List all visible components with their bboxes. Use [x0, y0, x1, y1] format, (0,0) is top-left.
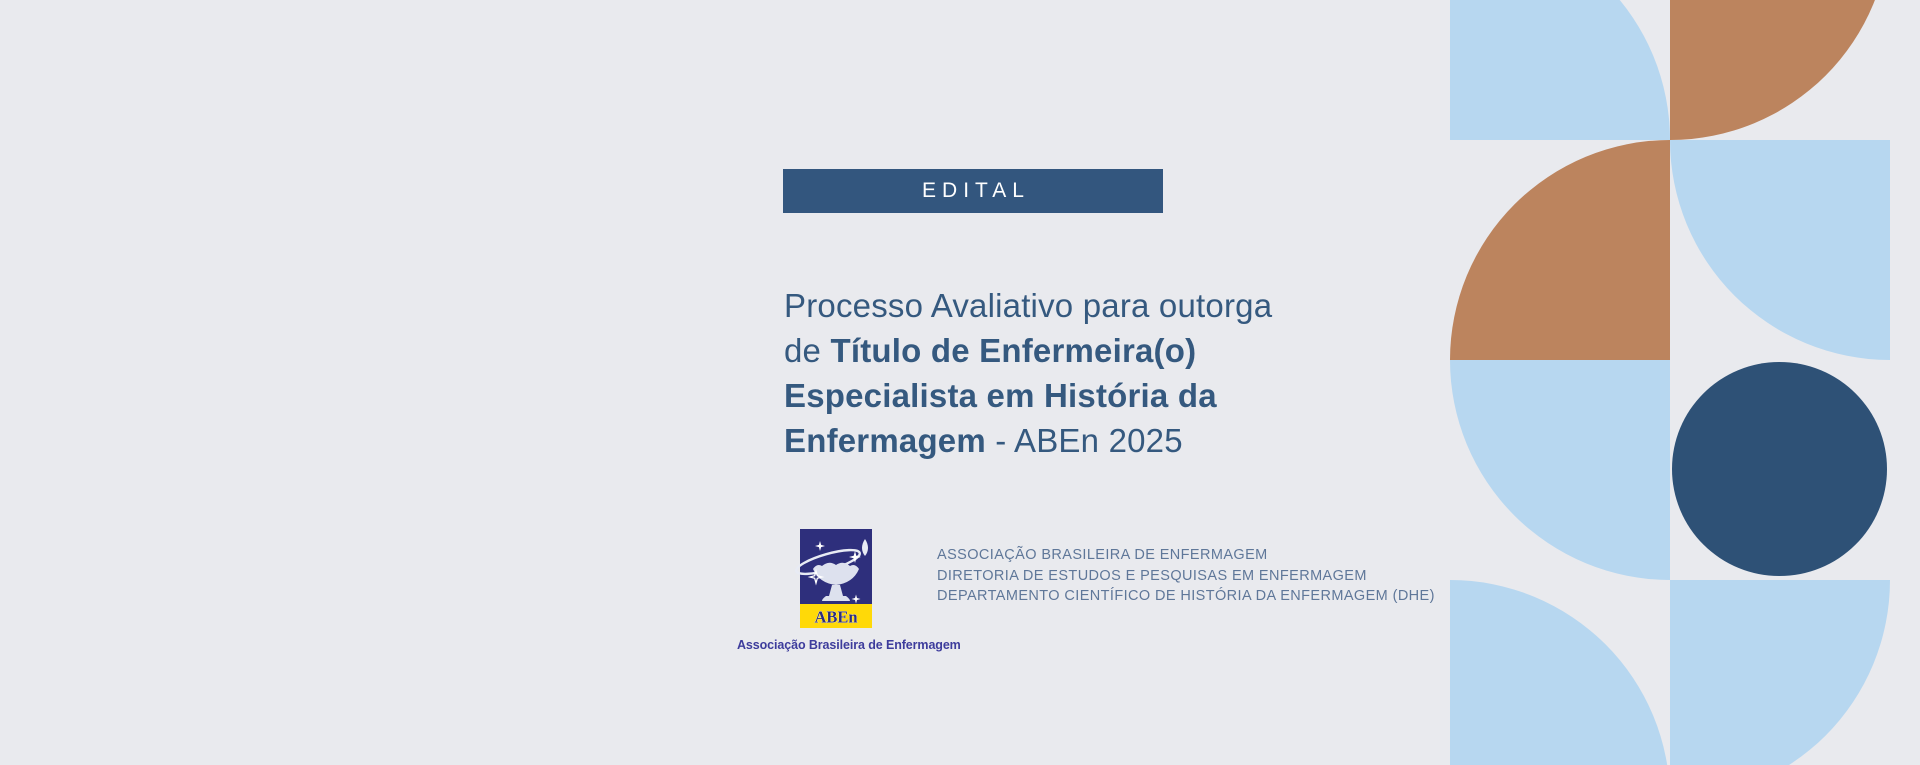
- org-line-association: ASSOCIAÇÃO BRASILEIRA DE ENFERMAGEM: [937, 547, 1268, 563]
- aben-logo-block: [737, 529, 961, 652]
- org-line-department: DEPARTAMENTO CIENTÍFICO DE HISTÓRIA DA ENFERMAGEM (DHE): [937, 588, 1435, 604]
- title-line: Enfermagem - ABEn 2025: [784, 422, 1183, 459]
- edital-badge-label: EDITAL: [922, 179, 1030, 202]
- organization-lines: [937, 545, 1435, 607]
- deco-quarter-circle: [1670, 580, 1890, 765]
- title-line: de Título de Enfermeira(o): [784, 332, 1197, 369]
- org-line-directorate: DIRETORIA DE ESTUDOS E PESQUISAS EM ENFERMAGEM: [937, 567, 1367, 584]
- deco-circle: [1672, 362, 1887, 576]
- deco-quarter-circle: [1450, 580, 1670, 765]
- aben-logo-caption: Associação Brasileira de Enfermagem: [737, 638, 961, 652]
- deco-quarter-circle: [1450, 140, 1670, 360]
- deco-quarter-circle: [1670, 140, 1890, 360]
- deco-quarter-circle: [1670, 0, 1890, 140]
- title-line: Especialista em História da: [784, 377, 1217, 414]
- lamp-base: [822, 596, 850, 601]
- deco-quarter-circle: [1450, 0, 1670, 140]
- title-line: Processo Avaliativo para outorga: [784, 287, 1273, 324]
- aben-logo: [792, 529, 880, 628]
- edital-badge: [783, 169, 1163, 213]
- deco-quarter-circle: [1450, 360, 1670, 580]
- page-title: [784, 283, 1272, 463]
- aben-acronym: ABEn: [814, 607, 858, 627]
